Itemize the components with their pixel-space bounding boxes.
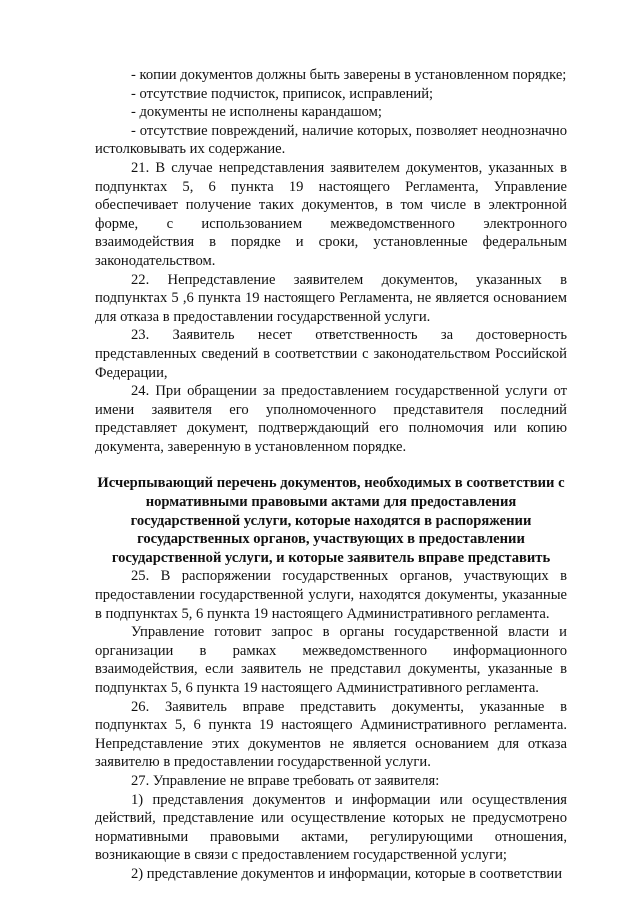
paragraph-27: 27. Управление не вправе требовать от заявителя: (131, 772, 440, 789)
paragraph-26: 26. Заявитель вправе представить документы, указанные в подпунктах 5, 6 пункта 19 настоящего Административного регламента. Непредставление этих документов не является основанием для отказа заявителю в предоставлении государственной услуги. (95, 698, 567, 771)
paragraph-27-item-2: 2) представление документов и информации, которые в соответствии (131, 865, 562, 882)
paragraph-24: 24. При обращении за предоставлением государственной услуги от имени заявителя его уполномоченного представителя последний представляет документ, подтверждающий его полномочия или копию документа, заверенную в установленном порядке. (95, 383, 567, 455)
paragraph-25: 25. В распоряжении государственных органов, участвующих в предоставлении государственной услуги, находятся документы, указанные в подпунктах 5, 6 пункта 19 настоящего Административного регламента. (95, 568, 567, 622)
paragraph-27-item-1: 1) представления документов и информации или осуществления действий, представление или осуществление которых не предусмотрено нормативными правовыми актами, регулирующими отношения, возникающие в связи с предоставлением государственной услуги; (95, 791, 567, 864)
paragraph-23: 23. Заявитель несет ответственность за достоверность представленных сведений в соответствии с законодательством Российской Федерации, (95, 327, 567, 381)
paragraph-22: 22. Непредставление заявителем документов, указанных в подпунктах 5 ,6 пункта 19 настоящего Регламента, не является основанием для отказа в предоставлении государственной услуги. (95, 271, 567, 325)
list-item-no-pencil: - документы не исполнены карандашом; (131, 104, 382, 121)
list-item-certified-copies: - копии документов должны быть заверены в установленном порядке; (131, 67, 567, 83)
paragraph-21: 21. В случае непредставления заявителем документов, указанных в подпунктах 5, 6 пункта 19 настоящего Регламента, Управление обеспечивает получение таких документов, в том числе в электронной форме, с использованием межведомственного электронного взаимодействия в порядке и сроки, установленные федеральным законодательством. (95, 159, 567, 269)
section-heading: Исчерпывающий перечень документов, необходимых в соответствии с нормативными правовыми актами для предоставления государственной услуги, которые находятся в распоряжении государственных органов, участвующих в предоставлении государственной услуги, и которые заявитель вправе представить (97, 475, 565, 566)
section-gap (95, 456, 567, 474)
list-item-no-damage: - отсутствие повреждений, наличие которых, позволяет неоднозначно истолковывать их содержание. (95, 122, 567, 158)
document-page (95, 66, 567, 884)
paragraph-request: Управление готовит запрос в органы государственной власти и организации в рамках межведомственного информационного взаимодействия, если заявитель не представил документы, указанные в подпунктах 5, 6 пункта 19 настоящего Административного регламента. (95, 624, 567, 696)
list-item-no-erasures: - отсутствие подчисток, приписок, исправлений; (131, 85, 434, 102)
